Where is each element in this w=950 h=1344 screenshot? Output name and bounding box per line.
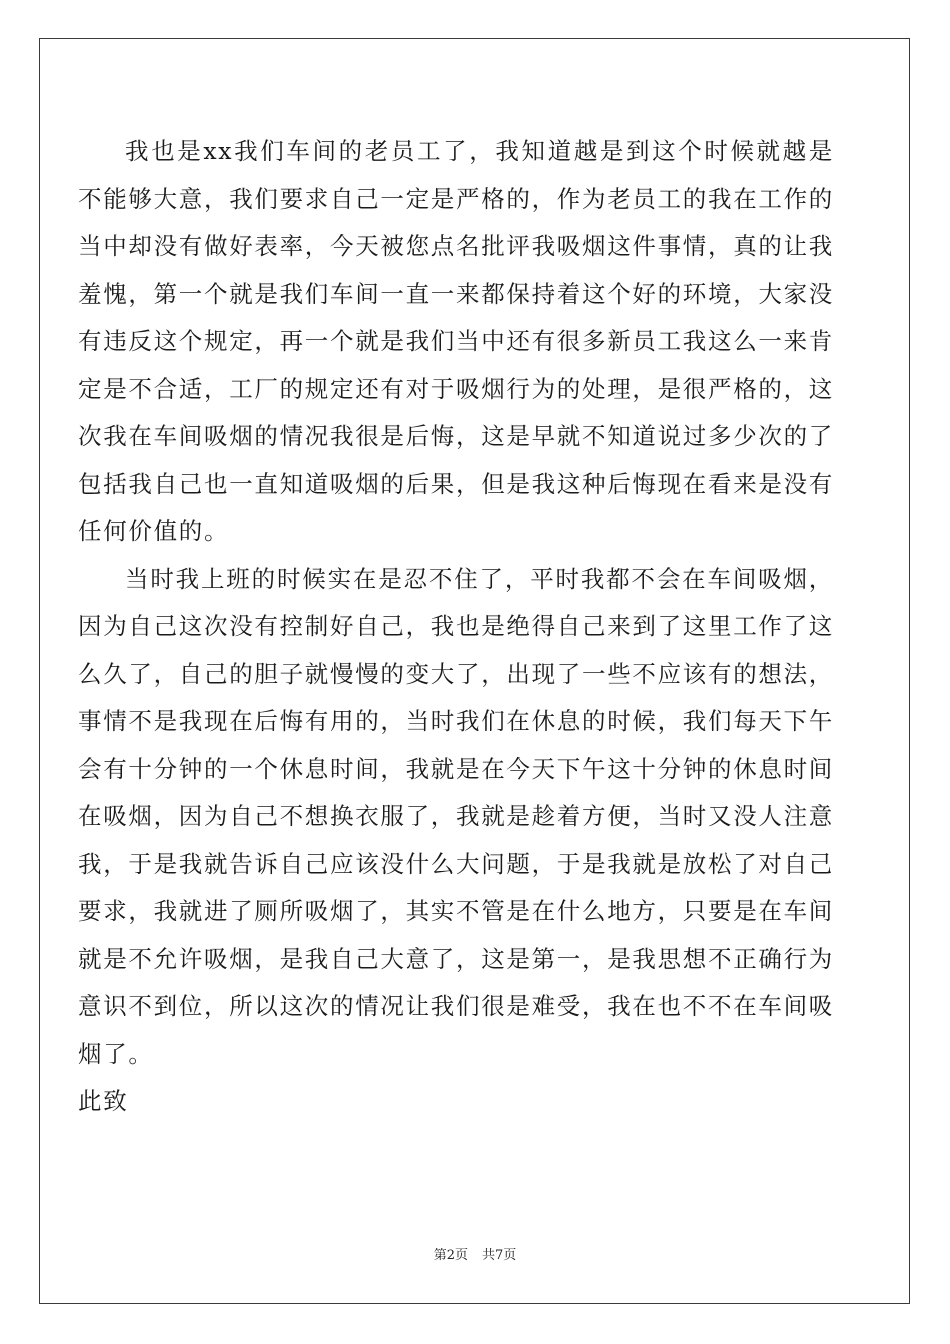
paragraph-1: 我也是xx我们车间的老员工了，我知道越是到这个时候就越是不能够大意，我们要求自己一定是严格的，作为老员工的我在工作的当中却没有做好表率，今天被您点名批评我吸烟这件事情，真的让我羞愧，第一个就是我们车间一直一来都保持着这个好的环境，大家没有违反这个规定，再一个就是我们当中还有很多新员工我这么一来肯定是不合适，工厂的规定还有对于吸烟行为的处理，是很严格的，这次我在车间吸烟的情况我很是后悔，这是早就不知道说过多少次的了包括我自己也一直知道吸烟的后果，但是我这种后悔现在看来是没有任何价值的。 [78, 137, 834, 545]
closing-salutation: 此致 [78, 1087, 129, 1115]
page-number: 第2页 [433, 1248, 468, 1263]
page-footer [0, 1244, 950, 1263]
total-pages: 共7页 [482, 1248, 517, 1263]
paragraph-2: 当时我上班的时候实在是忍不住了，平时我都不会在车间吸烟，因为自己这次没有控制好自己，我也是绝得自己来到了这里工作了这么久了，自己的胆子就慢慢的变大了，出现了一些不应该有的想法，事情不是我现在后悔有用的，当时我们在休息的时候，我们每天下午会有十分钟的一个休息时间，我就是在今天下午这十分钟的休息时间在吸烟，因为自己不想换衣服了，我就是趁着方便，当时又没人注意我，于是我就告诉自己应该没什么大问题，于是我就是放松了对自己要求，我就进了厕所吸烟了，其实不管是在什么地方，只要是在车间就是不允许吸烟，是我自己大意了，这是第一，是我思想不正确行为意识不到位，所以这次的情况让我们很是难受，我在也不不在车间吸烟了。 [78, 564, 834, 1068]
document-body [78, 128, 834, 1126]
